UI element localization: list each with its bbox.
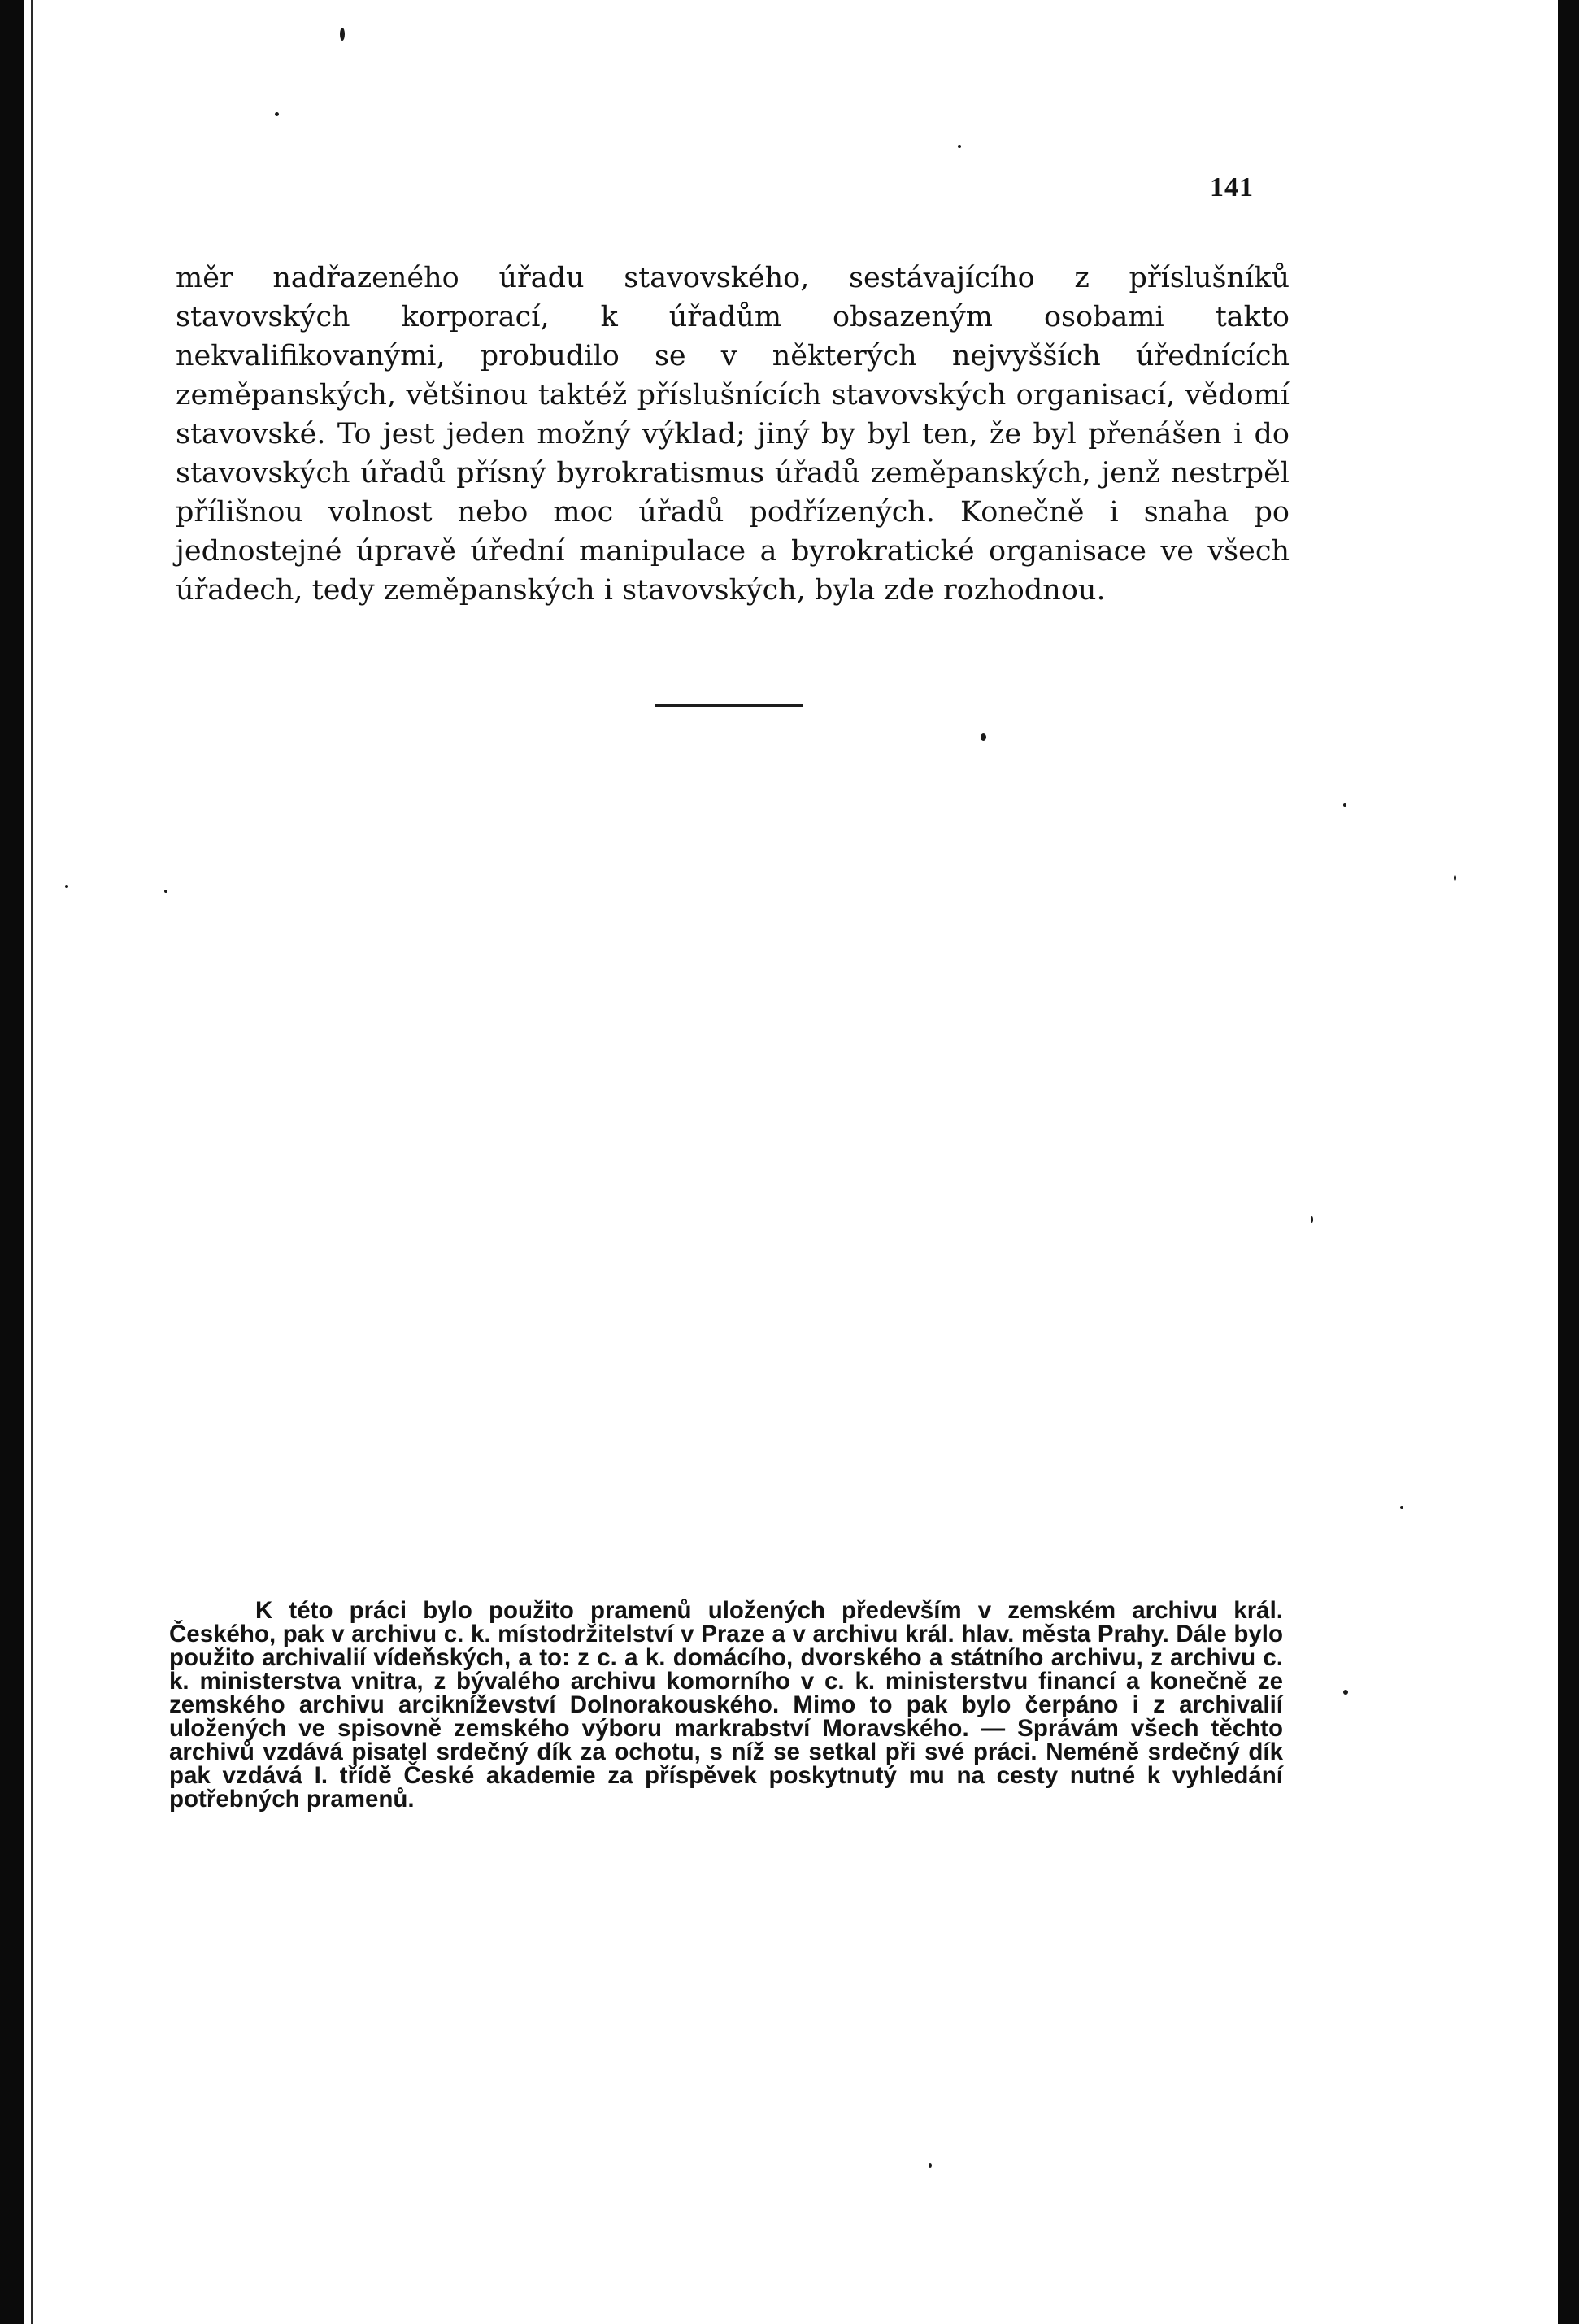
scan-speck [1400, 1506, 1403, 1509]
scan-speck [340, 28, 345, 41]
scan-speck [1343, 1690, 1348, 1695]
scan-speck [275, 112, 279, 116]
section-separator [655, 704, 803, 707]
body-paragraph: měr nadřazeného úřadu stavovského, sestávajícího z příslušníků stavovských korporací, k úřadům obsazeným osobami takto nekvalifikovanými, probudilo se v některých nejvyšších úřednících zeměpanských, většinou taktéž příslušnících stavovských organisací, vědomí stavovské. To jest jeden možný výklad; jiný by byl ten, že byl přenášen i do stavovských úřadů přísný byrokratismus úřadů zeměpanských, jenž nestrpěl přílišnou volnost nebo moc úřadů podřízených. Konečně i snaha po jednostejné úpravě úřední manipulace a byrokratické organisace ve všech úřadech, tedy zeměpanských i stavovských, byla zde rozhodnou. [176, 262, 1290, 607]
scan-speck [164, 890, 167, 893]
scan-edge-right [1558, 0, 1579, 2324]
scan-edge-left [0, 0, 24, 2324]
scan-speck [958, 145, 961, 148]
scan-speck [1454, 875, 1456, 881]
scan-speck [1311, 1216, 1313, 1223]
scan-speck [1343, 803, 1346, 807]
scan-speck [65, 885, 68, 888]
scan-speck [981, 733, 986, 741]
scan-speck [929, 2163, 932, 2168]
footnote: K této práci bylo použito pramenů uložených především v zemském archivu král. Českého, pak v archivu c. k. místodržitelství v Praze a v archivu král. hlav. města Prahy. Dále bylo použito archivalií vídeňských, a to: z c. a k. domácího, dvorského a státního archivu, z archivu c. k. ministerstva vnitra, z bývalého archivu komorního v c. k. ministerstvu financí a konečně ze zemského archivu arcikníževství Dolnorakouského. Mimo to pak bylo čerpáno i z archivalií uložených ve spisovně zemského výboru markrabství Moravského. — Správám všech těchto archivů vzdává pisatel srdečný dík za ochotu, s níž se setkal při své práci. Neméně srdečný dík pak vzdává I. třídě České akademie za příspěvek poskytnutý mu na cesty nutné k vyhledání potřebných pramenů. [169, 1597, 1283, 1813]
page-number: 141 [1210, 172, 1254, 202]
scan-edge-line [31, 0, 33, 2324]
